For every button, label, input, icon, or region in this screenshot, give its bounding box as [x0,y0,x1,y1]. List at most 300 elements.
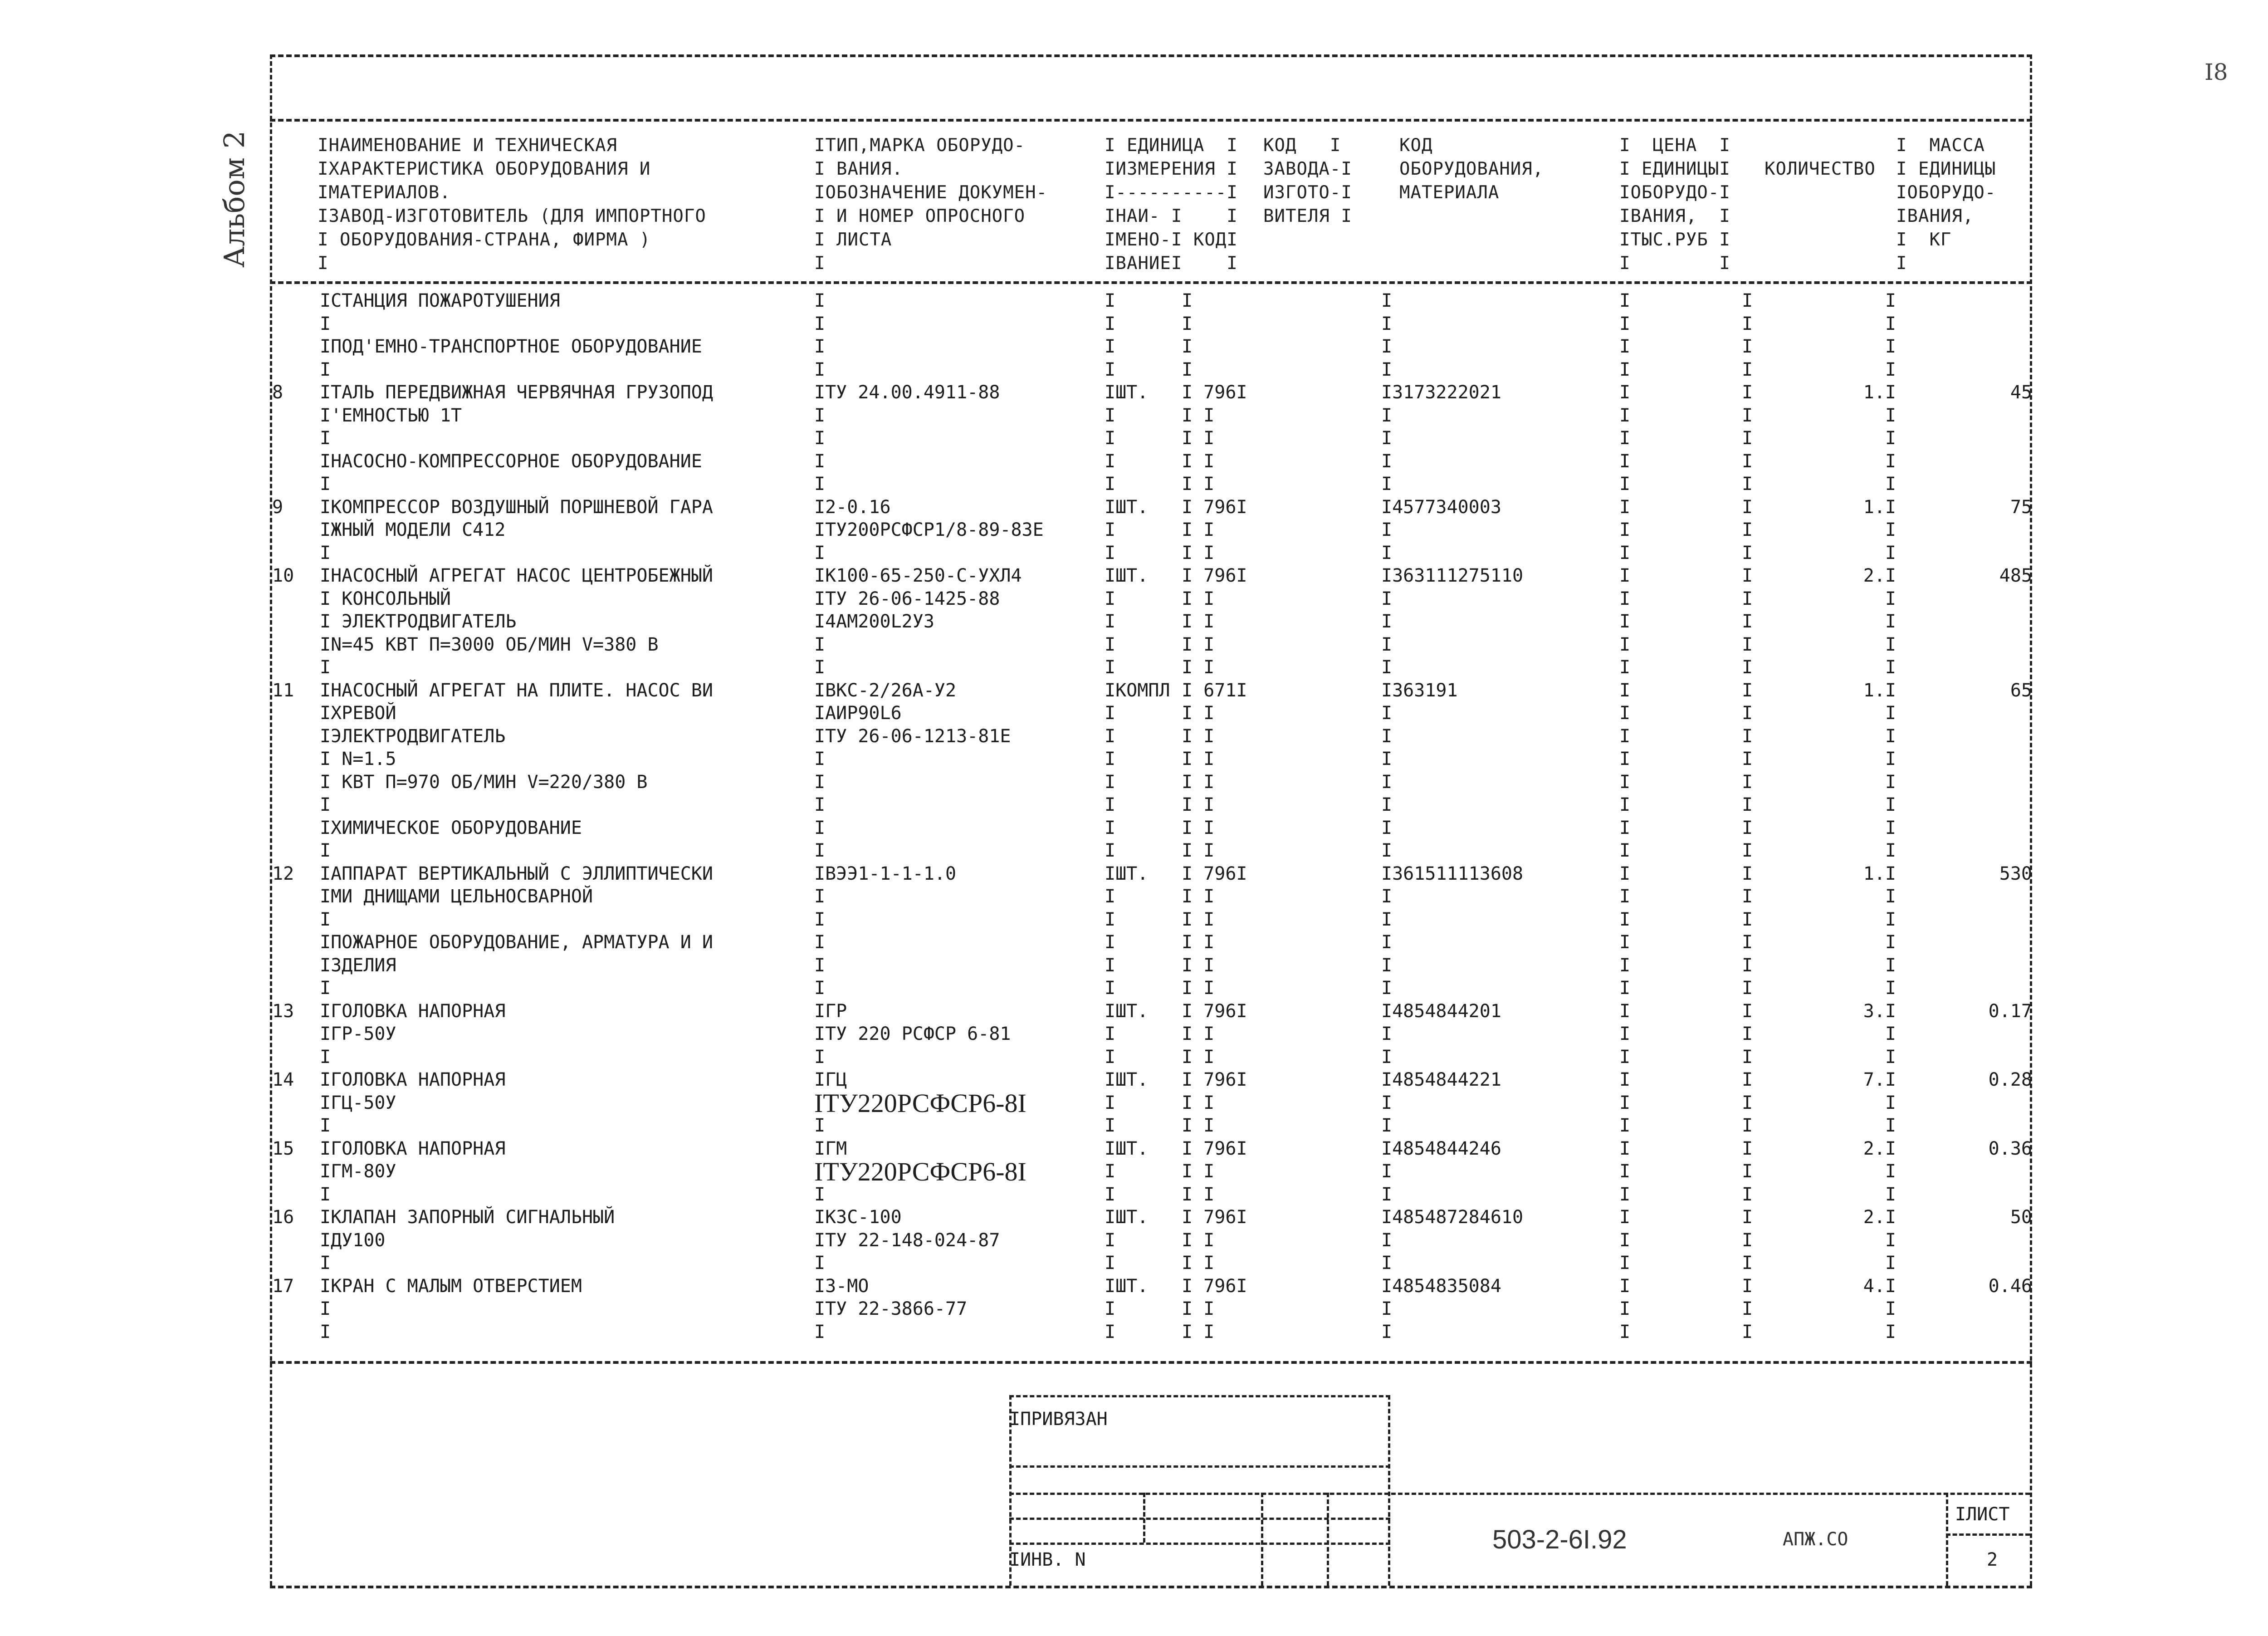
table-row [0,657,2268,681]
price-column-separator: I [1742,771,1753,793]
row-material-code: I [1381,1229,1393,1251]
row-name: I [320,542,331,563]
row-name: IГМ-80У [320,1161,396,1182]
row-quantity: I [1885,405,1896,426]
row-material-code: I361511113608 [1381,863,1524,884]
row-type: I [814,634,826,655]
row-quantity: I [1885,1229,1896,1251]
row-material-code: I [1381,290,1393,311]
price-column-separator: I [1619,725,1631,747]
price-column-separator: I [1619,496,1631,518]
price-column-separator: I [1742,932,1753,953]
sheet-box-line [1946,1533,2030,1536]
row-material-code: I [1381,749,1393,769]
stamp-top-border [1009,1395,1390,1397]
row-quantity: 3.I [1863,1000,1896,1022]
table-row [0,1024,2268,1047]
row-type: I2-0.16 [814,496,891,518]
frame-top-border [270,54,2032,57]
row-quantity: I [1885,978,1896,999]
row-quantity: 2.I [1863,1207,1896,1228]
price-column-separator: I [1619,657,1631,678]
price-column-separator: I [1619,588,1631,609]
table-row [0,519,2268,543]
table-row [0,474,2268,497]
row-quantity: I [1885,1024,1896,1044]
row-unit-code: I 796I [1182,565,1247,586]
table-row [0,886,2268,910]
table-row [0,290,2268,314]
row-unit-code: I I [1182,955,1215,976]
row-name: I [320,359,331,380]
row-unit-code: I I [1182,428,1215,449]
price-column-separator: I [1742,1161,1753,1182]
price-column-separator: I [1742,749,1753,769]
row-unit: IШТ. [1105,1207,1149,1228]
header-line: IВАНИЕI I [1105,253,1238,274]
row-material-code: I [1381,1184,1393,1205]
row-unit: I [1105,519,1116,540]
table-row [0,1322,2268,1345]
header-top-border [270,119,2032,122]
row-type: IТУ 24.00.4911-88 [814,382,1000,403]
row-type: I [814,749,826,769]
row-quantity: I [1885,749,1896,769]
row-quantity: I [1885,451,1896,472]
table-row [0,497,2268,520]
price-column-separator: I [1619,451,1631,472]
row-type: I [814,955,826,976]
row-mass: 75 [2010,496,2032,518]
row-name: IГОЛОВКА НАПОРНАЯ [320,1069,506,1090]
row-unit-code: I I [1182,840,1215,861]
row-unit-code: I I [1182,1115,1215,1136]
row-unit-code: I I [1182,749,1215,769]
row-unit-code: I I [1182,886,1215,907]
row-number: 16 [272,1207,294,1228]
row-type: IТУ 26-06-1425-88 [814,588,1000,609]
row-name: I [320,1321,331,1342]
price-column-separator: I [1619,1275,1631,1297]
row-name: I КОНСОЛЬНЫЙ [320,588,451,609]
row-unit-code: I 796I [1182,863,1247,884]
row-name: IПОД'ЕМНО-ТРАНСПОРТНОЕ ОБОРУДОВАНИЕ [320,336,702,357]
row-unit-code: I [1182,290,1193,311]
price-column-separator: I [1742,955,1753,976]
row-quantity: I [1885,794,1896,815]
price-column-separator: I [1619,863,1631,884]
row-material-code: I [1381,313,1393,334]
stamp-line-4 [1009,1543,1390,1545]
row-material-code: I4854835084 [1381,1275,1501,1297]
row-mass: 0.28 [1988,1069,2032,1090]
table-row [0,1138,2268,1162]
table-row [0,1001,2268,1024]
price-column-separator: I [1742,496,1753,518]
row-material-code: I4854844246 [1381,1138,1501,1159]
row-unit: I [1105,817,1116,838]
row-type: I [814,932,826,953]
row-unit-code: I I [1182,611,1215,632]
row-name: IНАСОСНЫЙ АГРЕГАТ НАСОС ЦЕНТРОБЕЖНЫЙ [320,565,713,586]
row-name: I N=1.5 [320,749,396,769]
row-material-code: I [1381,405,1393,426]
price-column-separator: I [1619,519,1631,540]
price-column-separator: I [1742,634,1753,655]
row-name: IХИМИЧЕСКОЕ ОБОРУДОВАНИЕ [320,817,582,838]
row-name: IГЦ-50У [320,1092,396,1113]
row-unit-code: I 671I [1182,680,1247,701]
row-unit-code: I I [1182,588,1215,609]
row-type: I [814,840,826,861]
row-number: 12 [272,863,294,884]
table-row [0,680,2268,704]
stamp-line-3 [1009,1518,1390,1520]
price-column-separator: I [1619,1024,1631,1044]
row-quantity: 1.I [1863,382,1896,403]
row-unit-code: I 796I [1182,1207,1247,1228]
price-column-separator: I [1619,1298,1631,1319]
row-unit-code: I 796I [1182,1069,1247,1090]
row-quantity: I [1885,1161,1896,1182]
row-type: IТУ 220 РСФСР 6-81 [814,1024,1011,1044]
row-type: I [814,451,826,472]
price-column-separator: I [1742,840,1753,861]
row-quantity: 1.I [1863,863,1896,884]
row-unit: I [1105,405,1116,426]
row-unit: IШТ. [1105,863,1149,884]
row-name: IЭЛЕКТРОДВИГАТЕЛЬ [320,725,506,747]
row-material-code: I [1381,703,1393,724]
row-unit: I [1105,1024,1116,1044]
stamp-divider-2 [1261,1493,1263,1586]
price-column-separator: I [1742,313,1753,334]
sheet-box-border [1946,1493,1948,1586]
price-column-separator: I [1742,1069,1753,1090]
row-name: I [320,1046,331,1068]
row-name: IГОЛОВКА НАПОРНАЯ [320,1138,506,1159]
row-quantity: I [1885,1321,1896,1342]
row-unit: I [1105,313,1116,334]
price-column-separator: I [1742,886,1753,907]
row-unit: I [1105,909,1116,930]
price-column-separator: I [1619,1138,1631,1159]
row-name: IСТАНЦИЯ ПОЖАРОТУШЕНИЯ [320,290,560,311]
row-type: IГР [814,1000,847,1022]
header-line: IОБОРУДО- [1896,182,1996,203]
row-type: I [814,1253,826,1274]
row-type: I [814,405,826,426]
row-unit: I [1105,1184,1116,1205]
row-unit-code: I I [1182,771,1215,793]
row-quantity: 2.I [1863,1138,1896,1159]
row-quantity: I [1885,1298,1896,1319]
price-column-separator: I [1742,1253,1753,1274]
row-quantity: I [1885,955,1896,976]
row-material-code: I [1381,1253,1393,1274]
table-row [0,749,2268,772]
row-type: I [814,1184,826,1205]
price-column-separator: I [1619,840,1631,861]
row-unit: I [1105,955,1116,976]
row-material-code: I [1381,978,1393,999]
stamp-line-1 [1009,1465,1390,1468]
price-column-separator: I [1619,290,1631,311]
price-column-separator: I [1742,1138,1753,1159]
row-material-code: I363111275110 [1381,565,1524,586]
row-material-code: I [1381,794,1393,815]
row-quantity: I [1885,1253,1896,1274]
row-type: I [814,1046,826,1068]
row-quantity: I [1885,1092,1896,1113]
price-column-separator: I [1619,405,1631,426]
row-quantity: I [1885,588,1896,609]
price-column-separator: I [1619,909,1631,930]
header-line: I I [1619,253,1730,274]
header-line: IОБОРУДО-I [1619,182,1730,203]
row-unit-code: I I [1182,1229,1215,1251]
row-unit-code: I I [1182,725,1215,747]
price-column-separator: I [1619,359,1631,380]
table-row [0,794,2268,818]
table-row [0,565,2268,589]
row-name: IНАСОСНО-КОМПРЕССОРНОЕ ОБОРУДОВАНИЕ [320,451,702,472]
price-column-separator: I [1742,382,1753,403]
row-quantity: I [1885,703,1896,724]
row-type: IТУ 22-3866-77 [814,1298,968,1319]
price-column-separator: I [1742,1321,1753,1342]
price-column-separator: I [1619,749,1631,769]
row-quantity: I [1885,359,1896,380]
table-row [0,863,2268,887]
price-column-separator: I [1742,1184,1753,1205]
row-mass: 0.46 [1988,1275,2032,1297]
row-unit-code: I 796I [1182,1138,1247,1159]
header-line: IТЫС.РУБ I [1619,230,1730,250]
row-name: I [320,657,331,678]
price-column-separator: I [1742,657,1753,678]
row-material-code: I [1381,1024,1393,1044]
row-name: IТАЛЬ ПЕРЕДВИЖНАЯ ЧЕРВЯЧНАЯ ГРУЗОПОД [320,382,713,403]
row-unit-code: I I [1182,1024,1215,1044]
header-line: I [1896,253,1907,274]
row-material-code: I [1381,542,1393,563]
row-quantity: I [1885,909,1896,930]
row-name: IГОЛОВКА НАПОРНАЯ [320,1000,506,1022]
row-unit-code: I I [1182,978,1215,999]
price-column-separator: I [1742,1046,1753,1068]
row-number: 17 [272,1275,294,1297]
row-name: I [320,794,331,815]
row-material-code: I [1381,1321,1393,1342]
header-line: ВИТЕЛЯ I [1263,206,1352,226]
table-row [0,772,2268,795]
header-line: I ВАНИЯ. [814,159,903,179]
header-line: I МАССА [1896,135,1985,156]
price-column-separator: I [1619,634,1631,655]
row-material-code: I4854844201 [1381,1000,1501,1022]
table-row [0,1253,2268,1276]
row-unit: I [1105,451,1116,472]
row-unit: I [1105,771,1116,793]
row-type: IВЭЭ1-1-1-1.0 [814,863,957,884]
row-unit: I [1105,1092,1116,1113]
header-line: I ЕДИНИЦЫI [1619,159,1730,179]
table-row [0,1276,2268,1299]
row-unit: I [1105,474,1116,495]
row-quantity: I [1885,886,1896,907]
price-column-separator: I [1742,336,1753,357]
row-type: IТУ220РСФСР6-8I [814,1157,1026,1186]
row-material-code: I [1381,955,1393,976]
header-line: ОБОРУДОВАНИЯ, [1399,159,1544,179]
row-unit: I [1105,840,1116,861]
row-name: I [320,474,331,495]
header-line: IИЗМЕРЕНИЯ I [1105,159,1238,179]
table-row [0,1115,2268,1139]
row-number: 11 [272,680,294,701]
row-type: I [814,657,826,678]
row-type: I [814,1115,826,1136]
table-row [0,909,2268,933]
table-row [0,932,2268,955]
header-line: I ЛИСТА [814,230,892,250]
row-unit-code: I I [1182,634,1215,655]
price-column-separator: I [1619,680,1631,701]
price-column-separator: I [1619,1069,1631,1090]
attached-label: IПРИВЯЗАН [1009,1409,1108,1430]
row-type: I [814,428,826,449]
row-type: IГМ [814,1138,847,1159]
price-column-separator: I [1619,542,1631,563]
table-row [0,313,2268,337]
row-type: I4АМ200L2У3 [814,611,934,632]
price-column-separator: I [1619,336,1631,357]
row-type: IЗ-МО [814,1275,869,1297]
table-row [0,405,2268,429]
row-unit: I [1105,1115,1116,1136]
row-type: I [814,978,826,999]
row-unit: I [1105,428,1116,449]
price-column-separator: I [1742,680,1753,701]
header-price-column [1619,134,1730,275]
row-name: I [320,909,331,930]
row-unit: I [1105,634,1116,655]
row-name: I [320,978,331,999]
row-material-code: I [1381,886,1393,907]
row-material-code: I [1381,451,1393,472]
row-material-code: I [1381,1298,1393,1319]
price-column-separator: I [1619,955,1631,976]
price-column-separator: I [1742,725,1753,747]
row-unit-code: I [1182,359,1193,380]
header-line: I ОБОРУДОВАНИЯ-СТРАНА, ФИРМА ) [318,230,651,250]
row-material-code: I4854844221 [1381,1069,1501,1090]
table-row [0,1088,2268,1118]
price-column-separator: I [1619,1229,1631,1251]
header-line: I И НОМЕР ОПРОСНОГО [814,206,1026,226]
row-unit-code: I 796I [1182,382,1247,403]
row-quantity: I [1885,290,1896,311]
row-unit: I [1105,1161,1116,1182]
header-line: IВАНИЯ, [1896,206,1974,226]
row-unit-code: I [1182,313,1193,334]
row-unit: I [1105,932,1116,953]
header-line: IОБОЗНАЧЕНИЕ ДОКУМЕН- [814,182,1048,203]
row-unit-code: I I [1182,1092,1215,1113]
row-name: IN=45 КВТ П=3000 ОБ/МИН V=380 В [320,634,659,655]
row-mass: 485 [1999,565,2032,586]
row-material-code: I [1381,1046,1393,1068]
header-bottom-border [270,281,2032,284]
row-unit: I [1105,703,1116,724]
row-unit-code: I 796I [1182,1000,1247,1022]
price-column-separator: I [1742,978,1753,999]
row-type: I [814,886,826,907]
price-column-separator: I [1619,1000,1631,1022]
row-material-code: I [1381,932,1393,953]
row-quantity: I [1885,840,1896,861]
table-row [0,336,2268,360]
price-column-separator: I [1742,611,1753,632]
header-line: ЗАВОДА-I [1263,159,1352,179]
row-unit: IШТ. [1105,565,1149,586]
row-material-code: I [1381,428,1393,449]
row-quantity: I [1885,474,1896,495]
row-type: I [814,290,826,311]
row-unit-code: I I [1182,1298,1215,1319]
row-material-code: I [1381,336,1393,357]
row-material-code: I4577340003 [1381,496,1501,518]
row-quantity: 2.I [1863,565,1896,586]
row-unit-code: I I [1182,451,1215,472]
row-unit: I [1105,725,1116,747]
price-column-separator: I [1742,405,1753,426]
row-unit-code: I I [1182,703,1215,724]
price-column-separator: I [1742,1229,1753,1251]
row-quantity: I [1885,657,1896,678]
stamp-line-2 [1009,1493,2030,1495]
row-type: I [814,771,826,793]
row-unit: I [1105,611,1116,632]
price-column-separator: I [1742,428,1753,449]
row-material-code: I [1381,817,1393,838]
price-column-separator: I [1619,611,1631,632]
price-column-separator: I [1742,519,1753,540]
table-row [0,634,2268,658]
row-unit: I [1105,657,1116,678]
sheet-number: I8 [2204,59,2228,85]
row-unit-code: I 796I [1182,1275,1247,1297]
row-name: I [320,1115,331,1136]
table-row [0,1230,2268,1254]
table-row [0,978,2268,1001]
table-row [0,1069,2268,1093]
price-column-separator: I [1619,1321,1631,1342]
header-line: ИЗГОТО-I [1263,182,1352,203]
row-name: I [320,840,331,861]
sheet-label: IЛИСТ [1955,1504,2010,1525]
row-quantity: I [1885,1046,1896,1068]
row-unit-code: I 796I [1182,496,1247,518]
row-number: 13 [272,1000,294,1022]
row-type: IК100-65-250-С-УХЛ4 [814,565,1022,586]
row-name: I'ЕМНОСТЬЮ 1Т [320,405,462,426]
row-unit: IШТ. [1105,496,1149,518]
row-type: IКЗС-100 [814,1207,902,1228]
row-material-code: I [1381,519,1393,540]
header-maker-code-column [1263,134,1352,228]
